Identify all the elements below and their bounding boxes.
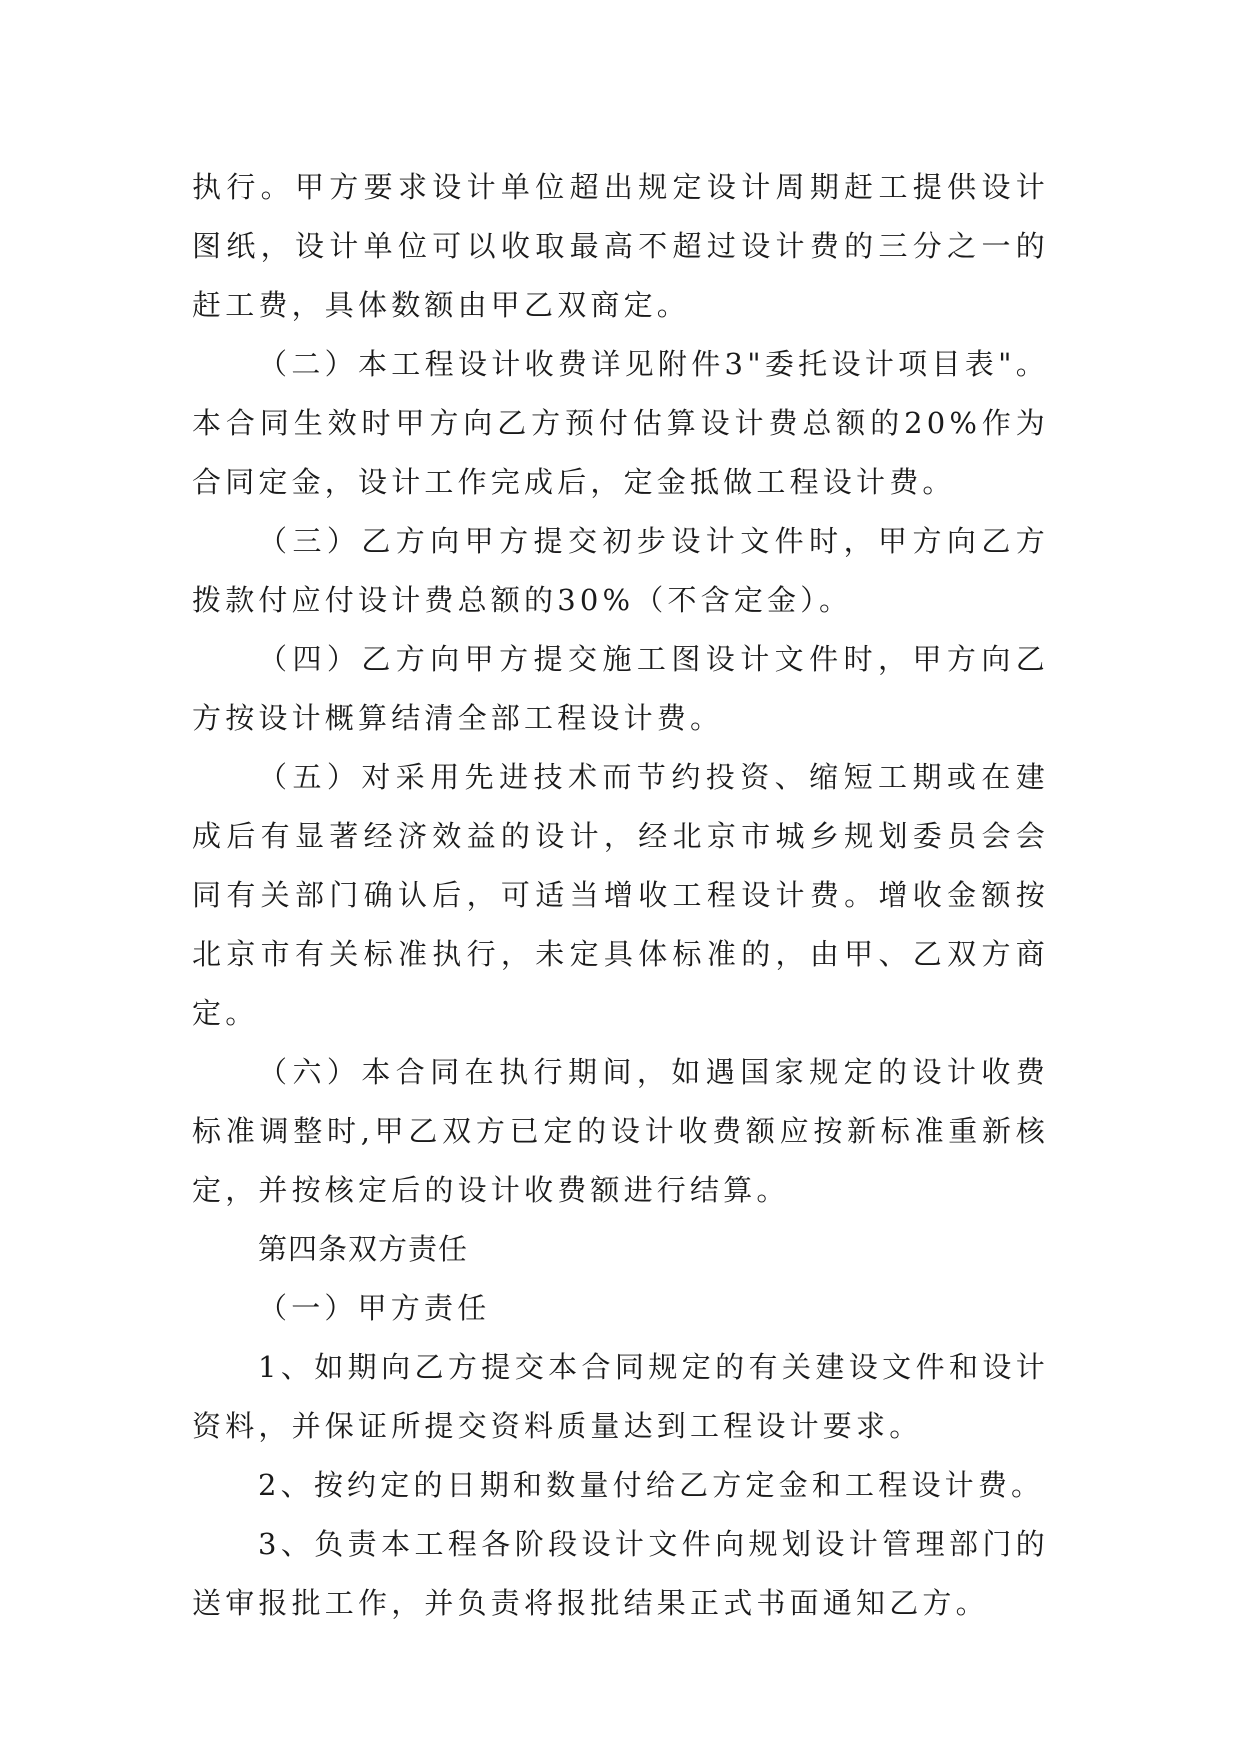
- paragraph-clause-4: （四）乙方向甲方提交施工图设计文件时，甲方向乙方按设计概算结清全部工程设计费。: [192, 642, 1049, 735]
- paragraph-clause-6: （六）本合同在执行期间，如遇国家规定的设计收费标准调整时,甲乙双方已定的设计收费额应按新标准重新核定，并按核定后的设计收费额进行结算。: [192, 1055, 1049, 1207]
- paragraph-clause-5: （五）对采用先进技术而节约投资、缩短工期或在建成后有显著经济效益的设计，经北京市城乡规划委员会会同有关部门确认后，可适当增收工程设计费。增收金额按北京市有关标准执行，未定具体标准的，由甲、乙双方商定。: [192, 760, 1049, 1030]
- list-item-3: 3、负责本工程各阶段设计文件向规划设计管理部门的送审报批工作，并负责将报批结果正式书面通知乙方。: [192, 1527, 1049, 1620]
- section-party-a-heading: （一）甲方责任: [258, 1291, 491, 1325]
- paragraph-clause-3: （三）乙方向甲方提交初步设计文件时，甲方向乙方拨款付应付设计费总额的30%（不含定金）。: [192, 524, 1049, 617]
- list-item-1: 1、如期向乙方提交本合同规定的有关建设文件和设计资料，并保证所提交资料质量达到工程设计要求。: [192, 1350, 1049, 1443]
- article-4-heading: 第四条双方责任: [258, 1232, 469, 1266]
- list-item-2: 2、按约定的日期和数量付给乙方定金和工程设计费。: [258, 1468, 1045, 1502]
- paragraph-clause-2: （二）本工程设计收费详见附件3"委托设计项目表"。本合同生效时甲方向乙方预付估算设计费总额的20%作为合同定金，设计工作完成后，定金抵做工程设计费。: [192, 347, 1049, 499]
- document-body: [192, 158, 1049, 1633]
- paragraph-continuation: 执行。甲方要求设计单位超出规定设计周期赶工提供设计图纸，设计单位可以收取最高不超过设计费的三分之一的赶工费，具体数额由甲乙双商定。: [192, 170, 1049, 322]
